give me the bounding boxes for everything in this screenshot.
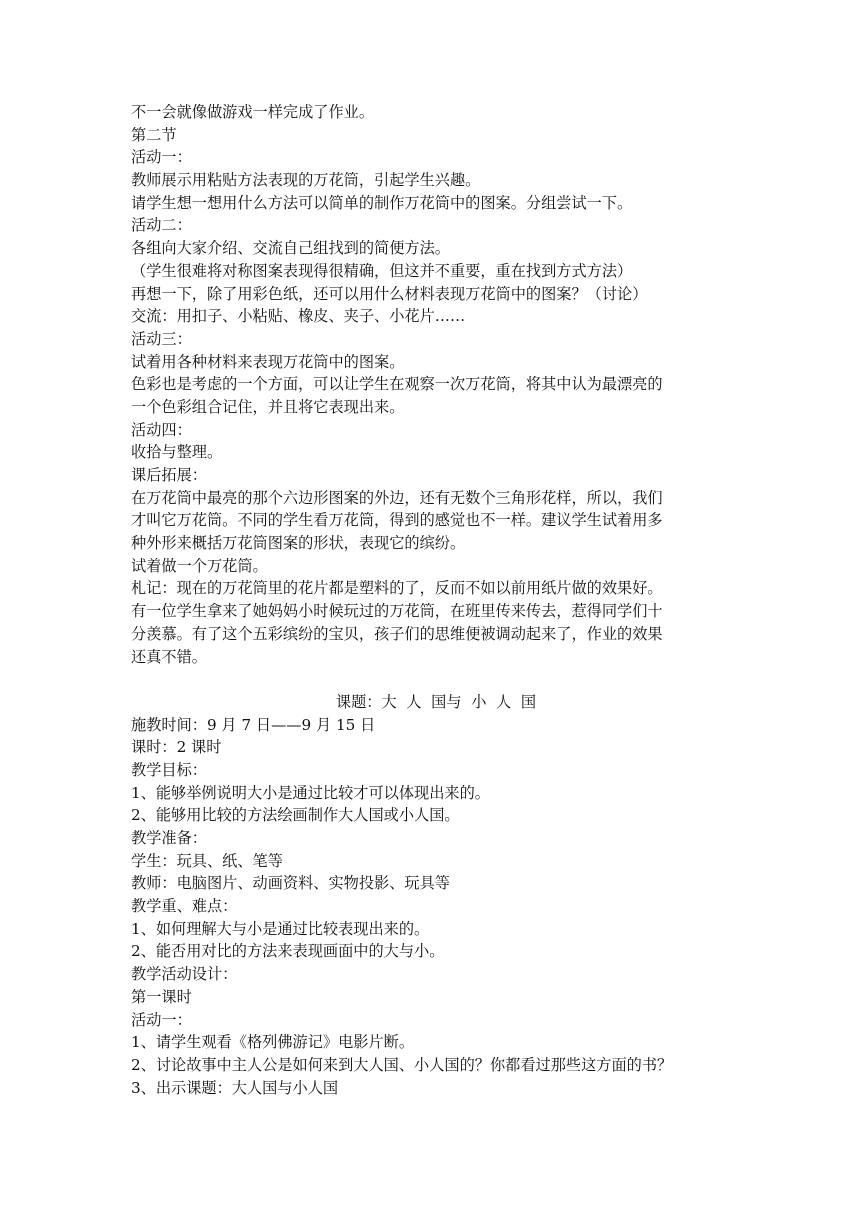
text-line: 在万花筒中最亮的那个六边形图案的外边，还有无数个三角形花样，所以，我们 xyxy=(131,488,663,507)
text-line: 色彩也是考虑的一个方面，可以让学生在观察一次万花筒，将其中认为最漂亮的 xyxy=(131,375,663,394)
text-line: 试着用各种材料来表现万花筒中的图案。 xyxy=(131,352,405,371)
section-heading: 课后拓展： xyxy=(131,466,207,484)
blank-line xyxy=(131,668,741,691)
lesson-title: 课题：大 人 国与 小 人 国 xyxy=(335,692,537,711)
text-line: 才叫它万花筒。不同的学生看万花筒，得到的感觉也不一样。建议学生试着用多 xyxy=(131,511,663,530)
section-heading: 教学目标： xyxy=(131,760,207,779)
text-line: 2、能够用比较的方法绘画制作大人国或小人国。 xyxy=(131,806,460,825)
text-line: 不一会就像做游戏一样完成了作业。 xyxy=(131,103,374,121)
text-line: 试着做一个万花筒。 xyxy=(131,556,268,575)
text-line: 学生：玩具、纸、笔等 xyxy=(131,851,283,870)
section-kaleidoscope-lesson xyxy=(131,101,741,668)
section-heading: 第二节 xyxy=(131,125,177,144)
document-page xyxy=(131,101,741,1099)
section-heading: 教学准备： xyxy=(131,829,207,847)
section-big-small-country-lesson xyxy=(131,714,741,1100)
section-heading: 教学活动设计： xyxy=(131,965,238,984)
text-line: 请学生想一想用什么方法可以简单的制作万花筒中的图案。分组尝试一下。 xyxy=(131,193,633,212)
activity-heading: 活动一： xyxy=(131,148,192,167)
text-line: 2、讨论故事中主人公是如何来到大人国、小人国的？你都看过那些这方面的书？ xyxy=(131,1055,673,1074)
text-line: 再想一下，除了用彩色纸，还可以用什么材料表现万花筒中的图案？（讨论） xyxy=(131,284,648,303)
text-line: 分羡慕。有了这个五彩缤纷的宝贝，孩子们的思维便被调动起来了，作业的效果 xyxy=(131,624,663,643)
text-line: 2、能否用对比的方法来表现画面中的大与小。 xyxy=(131,942,445,961)
text-line: 教师：电脑图片、动画资料、实物投影、玩具等 xyxy=(131,874,450,893)
text-line: 有一位学生拿来了她妈妈小时候玩过的万花筒，在班里传来传去，惹得同学们十 xyxy=(131,602,663,621)
text-line: 1、能够举例说明大小是通过比较才可以体现出来的。 xyxy=(131,783,490,802)
activity-heading: 活动三： xyxy=(131,329,192,348)
activity-heading: 活动二： xyxy=(131,216,192,235)
text-line: （学生很难将对称图案表现得很精确，但这并不重要，重在找到方式方法） xyxy=(131,261,633,280)
activity-heading: 活动一： xyxy=(131,1010,192,1029)
text-line: 一个色彩组合记住，并且将它表现出来。 xyxy=(131,397,405,416)
section-heading: 第一课时 xyxy=(131,987,192,1006)
text-line: 交流：用扣子、小粘贴、橡皮、夹子、小花片…… xyxy=(131,307,466,326)
text-line: 各组向大家介绍、交流自己组找到的简便方法。 xyxy=(131,239,450,258)
text-line: 教师展示用粘贴方法表现的万花筒，引起学生兴趣。 xyxy=(131,171,481,190)
text-line: 1、请学生观看《格列佛游记》电影片断。 xyxy=(131,1033,415,1052)
text-line: 还真不错。 xyxy=(131,647,207,666)
text-line: 3、出示课题：大人国与小人国 xyxy=(131,1078,339,1097)
text-line: 施教时间：9 月 7 日——9 月 15 日 xyxy=(131,715,376,734)
text-line: 收拾与整理。 xyxy=(131,443,223,462)
section-heading: 教学重、难点： xyxy=(131,897,238,916)
activity-heading: 活动四： xyxy=(131,420,192,439)
text-line: 札记：现在的万花筒里的花片都是塑料的了，反而不如以前用纸片做的效果好。 xyxy=(131,579,663,598)
text-line: 课时：2 课时 xyxy=(131,738,222,757)
text-line: 种外形来概括万花筒图案的形状，表现它的缤纷。 xyxy=(131,534,466,553)
text-line: 1、如何理解大与小是通过比较表现出来的。 xyxy=(131,919,430,938)
